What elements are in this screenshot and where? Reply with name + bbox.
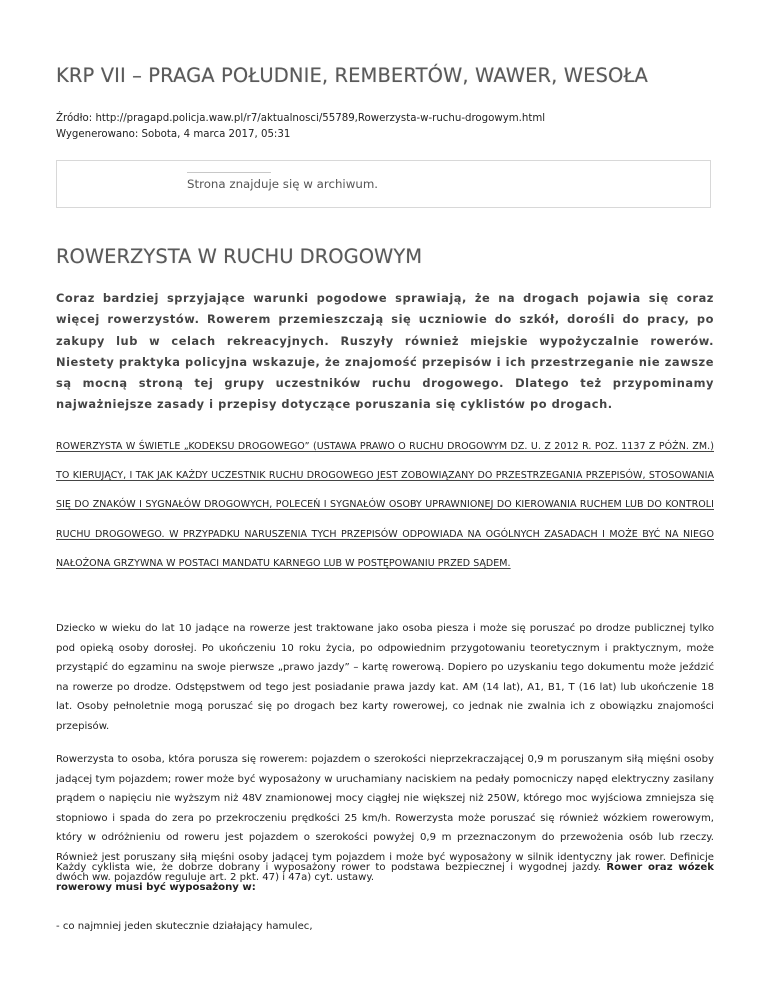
article-paragraph-2: Rowerzysta to osoba, która porusza się rowerem: pojazdem o szerokości nieprzekraczającej 0,9 m poruszanym siłą mięśni osoby jadącej tym pojazdem; rower może być wyposażony w uruchamiany naciskiem na pedały pomocniczy napęd elektryczny zasilany prądem o napięciu nie wyższym niż 48V znamionowej mocy ciągłej nie większej niż 250W, którego moc wyjściowa zmniejsza się stopniowo i spada do zera po przekroczeniu prędkości 25 km/h. Rowerzysta może poruszać się również wózkiem rowerowym, który w odróżnieniu od roweru jest pojazdem o szerokości powyżej 0,9 m przeznaczonym do przewożenia osób lub rzeczy. Również jest poruszany siłą mięśni osoby jadącej tym pojazdem i może być wyposażony w silnik identyczny jak rower. Definicje dwóch ww. pojazdów reguluje art. 2 pkt. 47) i 47a) cyt. ustawy. bbox=[56, 754, 714, 883]
article-paragraph-1: Dziecko w wieku do lat 10 jadące na rowerze jest traktowane jako osoba piesza i może się poruszać po drodze publicznej tylko pod opieką osoby dorosłej. Po ukończeniu 10 roku życia, po odpowiednim przygotowaniu teoretycznym i praktycznym, może przystąpić do egzaminu na swoje pierwsze „prawo jazdy” – kartę rowerową. Dopiero po uzyskaniu tego dokumentu może jeździć na rowerze po drodze. Odstępstwem od tego jest posiadanie prawa jazdy kat. AM (14 lat), A1, B1, T (16 lat) lub ukończenie 18 lat. Osoby pełnoletnie mogą poruszać się po drogach bez karty rowerowej, co jednak nie zwalnia ich z obowiązku znajomości przepisów. bbox=[56, 623, 714, 732]
source-line: Źródło: http://pragapd.policja.waw.pl/r7/aktualnosci/55789,Rowerzysta-w-ruchu-drogowym.html bbox=[56, 113, 546, 124]
archive-notice-divider bbox=[187, 172, 271, 173]
article-title: ROWERZYSTA W RUCHU DROGOWYM bbox=[56, 245, 423, 268]
paragraph-3-text: Każdy cyklista wie, że dobrze dobrany i wyposażony rower to podstawa bezpiecznej i wygodnej jazdy. bbox=[56, 862, 607, 873]
site-title: KRP VII – PRAGA POŁUDNIE, REMBERTÓW, WAWER, WESOŁA bbox=[56, 64, 648, 87]
generated-line: Wygenerowano: Sobota, 4 marca 2017, 05:31 bbox=[56, 129, 291, 140]
document-meta bbox=[56, 111, 545, 143]
article-caps-paragraph: ROWERZYSTA W ŚWIETLE „KODEKSU DROGOWEGO” (USTAWA PRAWO O RUCHU DROGOWYM DZ. U. Z 2012 R. POZ. 1137 Z PÓŹN. ZM.) TO KIERUJĄCY, I TAK JAK KAŻDY UCZESTNIK RUCHU DROGOWEGO JEST ZOBOWIĄZANY DO PRZESTRZEGANIA PRZEPISÓW, STOSOWANIA SIĘ DO ZNAKÓW I SYGNAŁÓW DROGOWYCH, POLECEŃ I SYGNAŁÓW OSOBY UPRAWNIONEJ DO KIEROWANIA RUCHEM LUB DO KONTROLI RUCHU DROGOWEGO. W PRZYPADKU NARUSZENIA TYCH PRZEPISÓW ODPOWIADA NA OGÓLNYCH ZASADACH I MOŻE BYĆ NA NIEGO NAŁOŻONA GRZYWNA W POSTACI MANDATU KARNEGO LUB W POSTĘPOWANIU PRZED SĄDEM. bbox=[56, 441, 714, 569]
archive-notice-box bbox=[56, 160, 711, 208]
article-lead: Coraz bardziej sprzyjające warunki pogodowe sprawiają, że na drogach pojawia się coraz więcej rowerzystów. Rowerem przemieszczają się uczniowie do szkół, dorośli do pracy, po zakupy lub w celach rekreacyjnych. Ruszyły również miejskie wypożyczalnie rowerów. Niestety praktyka policyjna wskazuje, że znajomość przepisów i ich przestrzeganie nie zawsze są mocną stroną tej grupy uczestników ruchu drogowego. Dlatego też przypominamy najważniejsze zasady i przepisy dotyczące poruszania się cyklistów po drogach. bbox=[56, 291, 714, 412]
paragraph-3-bold-text: Rower oraz wózek rowerowy musi być wyposażony w: bbox=[56, 862, 714, 893]
archive-notice-text: Strona znajduje się w archiwum. bbox=[187, 177, 379, 191]
equipment-list-item: - co najmniej jeden skutecznie działający hamulec, bbox=[56, 921, 313, 932]
article-paragraph-3 bbox=[56, 858, 714, 897]
